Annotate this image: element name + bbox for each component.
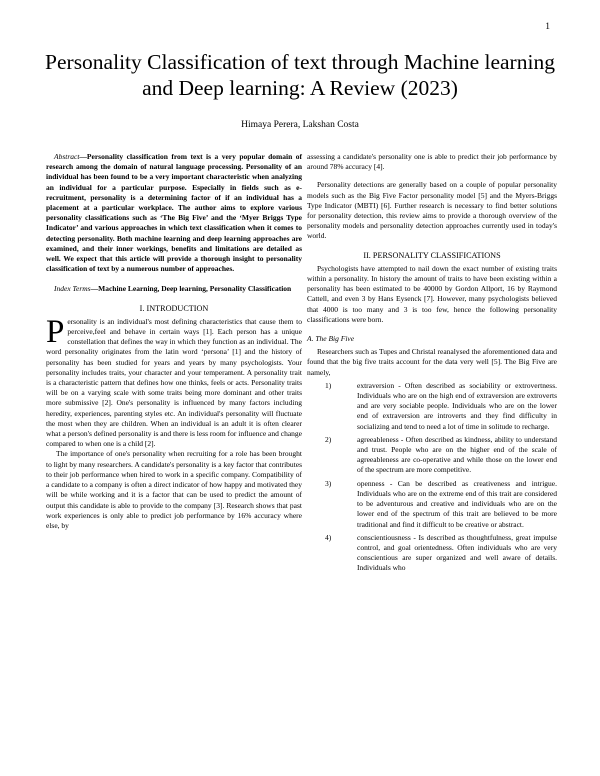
section-heading-personality-classifications: II. PERSONALITY CLASSIFICATIONS [363, 250, 501, 260]
list-item [307, 381, 557, 432]
left-column [46, 152, 302, 531]
list-item-number: 2) [325, 434, 332, 444]
authors: Himaya Perera, Lakshan Costa [241, 120, 359, 130]
list-item [307, 435, 557, 476]
paper-title: Personality Classification of text through Machine learning and Deep learning: A Review (2023) [45, 50, 555, 100]
abstract [46, 152, 302, 274]
right-column [307, 152, 557, 577]
list-item [307, 479, 557, 530]
abstract-text: —Personality classification from text is a very popular domain of research among the domain of natural language processing. Personality of an individual has been found to be a very important characteristic when analyzing an individual for a particular purpose. Especially in fields such as e-recruitment, personality is a determining factor of if an individual has a placement at a particular workplace. The author aims to explore various personality classifications such as ‘The Big Five’ and the ‘Myer Briggs Type Indicator’ and various approaches in which text classification when it comes to detecting personality. Both machine learning and deep learning approaches are examined, and their inner workings, benefits and limitations are detailed as well. We expect that this article will provide a thorough insight to personality classification of text by a numerous number of approaches. [46, 152, 302, 274]
big-five-list [307, 381, 557, 574]
list-item-number: 3) [325, 478, 332, 488]
intro-paragraph-1-text: ersonality is an individual's most defining characteristics that cause them to perceive,feel and behave in certain ways [1]. Each person has a unique constellation that defines the way in which they function as an individual. The word personality originates from the latin word ‘persona’ [1] and the history of personality has been studied for years and years by many psychologists. Your personality includes traits, your character and your temperament. A personality trait is a characteristic pattern that defines how one thinks, feels or acts. Personality traits will be on a varying scale with some traits being more dominant and other traits more submissive [2]. One's personality is influenced by many factors including heredity, experiences, parenting styles etc. An individual's personality will fluctuate the most when they are children. When an individual is an adult it is often clearer what a person's defined personality is and there is less room for influence and change compared to when one is a child [2]. [46, 316, 302, 449]
intro-paragraph-4: Personality detections are generally based on a couple of popular personality models such as the Big Five Factor personality model [5] and the Myers-Briggs Type Indicator (MBTI) [6]. Further research is necessary to find better solutions for personality detection, this review aims to provide a thorough overview of the personality models and personality detection approaches currently used in today's world. [307, 180, 557, 241]
list-item-text: openness - Can be described as creativeness and intrigue. Individuals who are on the extreme end of this trait are considered to be adventurous and creative and individuals who are on the lower end of the spectrum of this trait are believed to be more traditional and find it difficult to be creative or abstract. [357, 478, 557, 529]
index-terms-label: Index Terms [54, 284, 91, 294]
section-heading-introduction: I. INTRODUCTION [139, 303, 209, 313]
intro-paragraph-2: The importance of one's personality when recruiting for a role has been brought to light by many researchers. A candidate's personality is a key factor that contributes to their job performance when hired to work in a specific company. Compatibility of a candidate to a company is often a direct indicator of how happy and motivated they will be while working and it is a factor that can be used to predict the amount of output this candidate is able to provide to the company [3]. Research shows that past work experiences is only able to predict job performance by 16% accuracy where else, by [46, 449, 302, 530]
abstract-label: Abstract [54, 152, 80, 161]
list-item-text: extraversion - Often described as sociability or extrovertness. Individuals who are on the high end of extraversion are extroverts and are very sociable people. Individuals who are on the lower end of extraversion are introverts and they find difficulty in socializing and tend to need a lot of time in solitude to recharge. [357, 380, 557, 431]
page-number: 1 [545, 22, 550, 32]
intro-paragraph-3: assessing a candidate's personality one is able to predict their job performance by around 78% accuracy [4]. [307, 152, 557, 172]
index-terms-text: —Machine Learning, Deep learning, Personality Classification [90, 284, 292, 294]
drop-cap: P [46, 313, 65, 350]
index-terms [46, 284, 302, 294]
list-item [307, 533, 557, 574]
subsection-heading-big-five: A. The Big Five [307, 334, 355, 344]
list-item-number: 1) [325, 380, 332, 390]
intro-paragraph-1 [46, 313, 302, 450]
big-five-paragraph: Researchers such as Tupes and Christal reanalysed the aforementioned data and found that the big five traits account for the data very well [5]. The Big Five are namely, [307, 347, 557, 377]
list-item-text: conscientiousness - Is described as thoughtfulness, great impulse control, and goal orientedness. Often individuals who are very conscientious are super organized and well aware of details. Individuals who [357, 532, 557, 573]
list-item-text: agreeableness - Often described as kindness, ability to understand and trust. People who are on the higher end of the scale of agreeableness are co-operative and while those on the lower end of the spectrum are more competitive. [357, 434, 557, 475]
list-item-number: 4) [325, 532, 332, 542]
personality-paragraph-1: Psychologists have attempted to nail down the exact number of existing traits within a personality. In history the amount of traits to have been existing within a personality has been estimated to be 40000 by Gordon Allport, 16 by Raymond Cattell, and even 3 by Hans Eysenck [7]. However, many psychologists believed that 4000 is too many and 3 is too few, hence the following personality classifications were born. [307, 263, 557, 324]
